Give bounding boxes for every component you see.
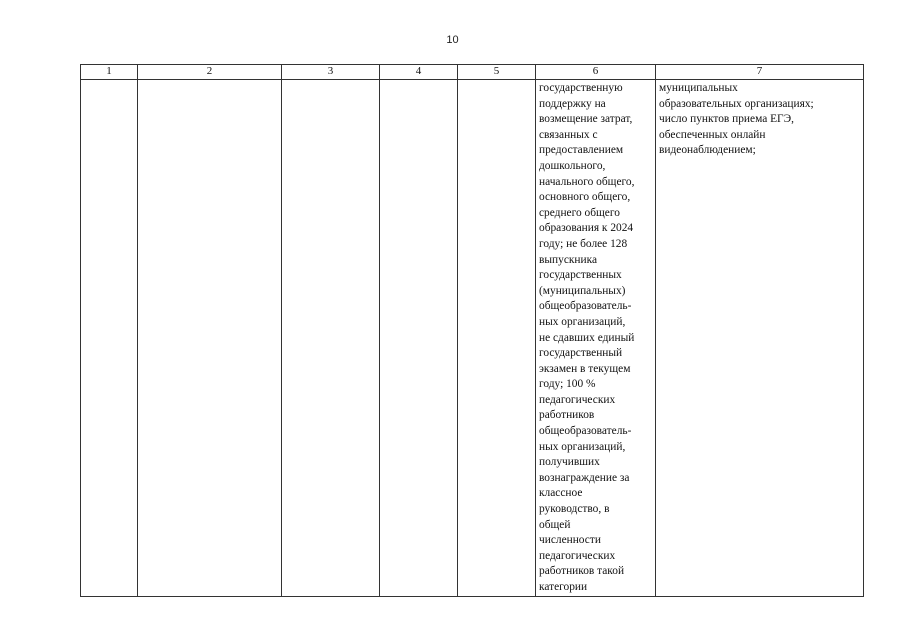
cell-text-col2: [138, 80, 281, 81]
column-header-7: 7: [656, 65, 864, 80]
cell-text-col6: государственную поддержку на возмещение затрат, связанных с предоставлением дошкольного, начального общего, основного общего, среднего общего образования к 2024 году; не более 128 выпускника государственных (муниципальных) общеобразователь- ных организаций, не сдавших единый государственный экзамен в текущем году; 100 % педагогических работников общеобразователь- ных организаций, получивших вознаграждение за классное руководство, в общей численности педагогических работников такой категории: [539, 82, 635, 593]
table-cell-col1: [81, 80, 138, 597]
table-cell-col6: [536, 80, 656, 597]
column-header-1: 1: [81, 65, 138, 80]
cell-text-col1: [81, 80, 137, 81]
cell-text-col7: муниципальных образовательных организациях; число пунктов приема ЕГЭ, обеспеченных онлайн видеонаблюдением;: [659, 82, 814, 157]
table-cell-col2: [138, 80, 282, 597]
column-header-6: 6: [536, 65, 656, 80]
table-cell-col7: [656, 80, 864, 597]
page-number: 10: [446, 34, 459, 46]
table-cell-col3: [282, 80, 380, 597]
cell-text-col3: [282, 80, 379, 81]
cell-text-col5: [458, 80, 535, 81]
column-header-2: 2: [138, 65, 282, 80]
table-header-row: [81, 65, 864, 80]
table-cell-col5: [458, 80, 536, 597]
column-header-4: 4: [380, 65, 458, 80]
cell-text-col4: [380, 80, 457, 81]
column-header-3: 3: [282, 65, 380, 80]
table-cell-col4: [380, 80, 458, 597]
column-header-5: 5: [458, 65, 536, 80]
table-row: [81, 80, 864, 597]
document-table: [80, 64, 864, 597]
